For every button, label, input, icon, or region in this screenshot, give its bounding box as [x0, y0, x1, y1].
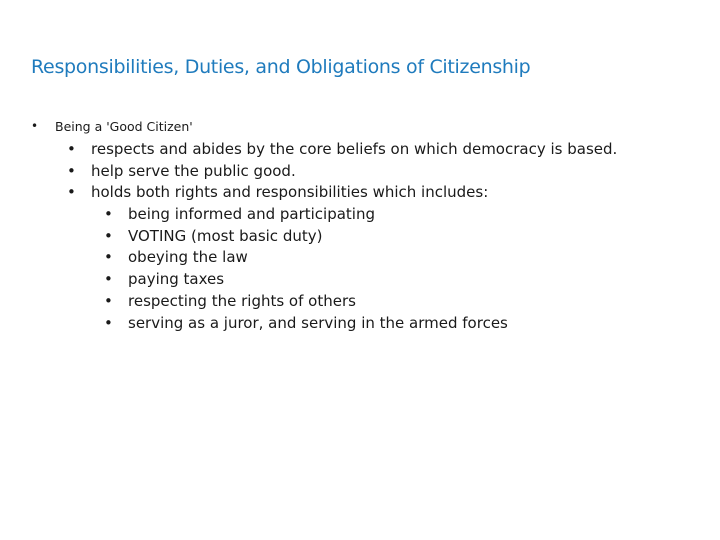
list-item-text: Being a 'Good Citizen' [55, 119, 193, 134]
slide-title: Responsibilities, Duties, and Obligations of Citizenship [31, 56, 531, 78]
bullet-icon: • [104, 313, 113, 332]
bullet-icon: • [67, 183, 76, 202]
bullet-icon: • [104, 291, 113, 310]
list-item-text: being informed and participating [128, 205, 376, 224]
bullet-icon: • [104, 270, 113, 289]
bullet-icon: • [67, 140, 76, 158]
list-item-level-1 [31, 119, 193, 134]
list-item-text: respecting the rights of others [128, 291, 356, 310]
list-item-text: help serve the public good. [91, 161, 296, 180]
list-item-text: paying taxes [128, 270, 225, 289]
list-item-text: holds both rights and responsibilities which includes: [91, 183, 489, 202]
bullet-icon: • [67, 161, 76, 180]
list-item-text: obeying the law [128, 248, 248, 267]
list-item-text: VOTING (most basic duty) [128, 226, 323, 245]
bullet-icon: • [104, 248, 113, 267]
list-item-text: respects and abides by the core beliefs on which democracy is based. [91, 140, 618, 158]
list-item-text: serving as a juror, and serving in the armed forces [128, 313, 508, 332]
bullet-icon: • [104, 205, 113, 224]
bullet-icon: • [104, 226, 113, 245]
bullet-icon: • [31, 119, 39, 133]
